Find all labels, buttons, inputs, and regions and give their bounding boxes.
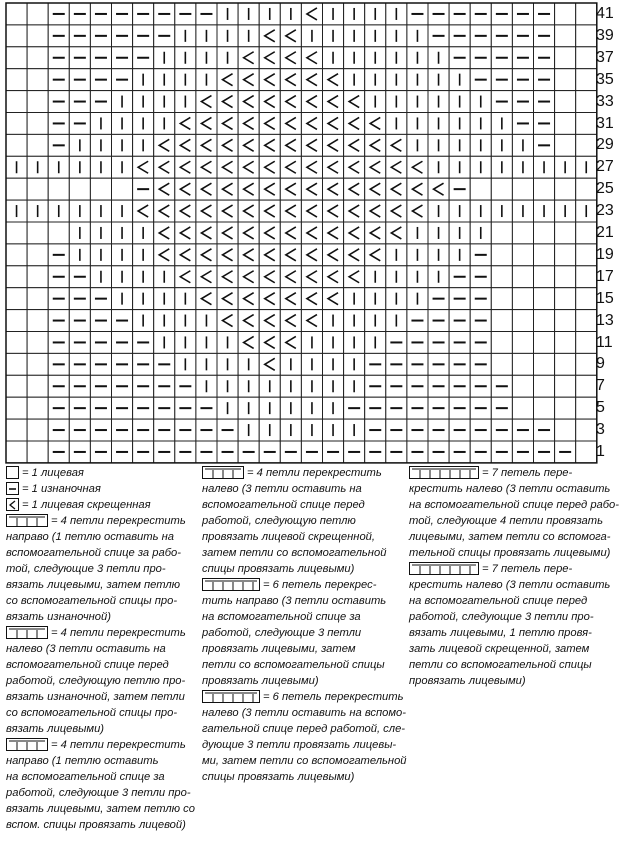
chart-cell: [323, 288, 344, 310]
chart-cell: [301, 244, 322, 266]
chart-cell: [238, 156, 259, 178]
chart-cell: [154, 222, 175, 244]
chart-cell: [323, 222, 344, 244]
chart-cell: [238, 69, 259, 91]
chart-cell: [175, 113, 196, 135]
cross-6-left-icon: [202, 690, 260, 703]
chart-cell: [491, 222, 512, 244]
chart-cell: [491, 332, 512, 354]
chart-cell: [238, 266, 259, 288]
chart-cell: [576, 47, 597, 69]
chart-cell: [365, 200, 386, 222]
chart-cell: [323, 69, 344, 91]
legend-text: = 4 петли перекрестить направо (1 петлю оставить на вспомогательной спице за рабо- той, следующие 3 петли про- вязать лицевыми, затем петлю со вспомогательной спицы про- вязать изнаночной): [6, 515, 186, 623]
chart-cell: [534, 222, 555, 244]
chart-cell: [576, 332, 597, 354]
chart-cell: [576, 134, 597, 156]
row-number: 3: [596, 421, 605, 439]
chart-cell: [280, 91, 301, 113]
chart-cell: [6, 178, 27, 200]
chart-cell: [27, 134, 48, 156]
chart-cell: [280, 244, 301, 266]
chart-cell: [259, 91, 280, 113]
chart-cell: [576, 397, 597, 419]
chart-cell: [512, 244, 533, 266]
chart-cell: [555, 113, 576, 135]
chart-cell: [555, 134, 576, 156]
chart-cell: [196, 200, 217, 222]
chart-cell: [301, 47, 322, 69]
chart-cell: [259, 69, 280, 91]
chart-cell: [344, 91, 365, 113]
chart-cell: [154, 156, 175, 178]
chart-cell: [323, 134, 344, 156]
chart-cell: [491, 266, 512, 288]
chart-cell: [238, 222, 259, 244]
chart-cell: [470, 178, 491, 200]
row-number: 41: [596, 5, 614, 22]
chart-cell: [6, 244, 27, 266]
chart-cell: [238, 200, 259, 222]
chart-cell: [386, 134, 407, 156]
legend-item: [6, 513, 202, 625]
chart-cell: [555, 222, 576, 244]
chart-cell: [301, 288, 322, 310]
legend-item: [202, 689, 407, 785]
chart-cell: [280, 332, 301, 354]
chart-cell: [323, 156, 344, 178]
chart-cell: [576, 310, 597, 332]
chart-cell: [301, 178, 322, 200]
chart-cell: [27, 310, 48, 332]
chart-cell: [196, 156, 217, 178]
chart-cell: [196, 244, 217, 266]
chart-cell: [301, 200, 322, 222]
chart-cell: [280, 266, 301, 288]
chart-cell: [48, 178, 69, 200]
chart-cell: [6, 419, 27, 441]
legend-text: = 6 петель перекрестить налево (3 петли оставить на вспомо- гательной спице перед работой, сле- дующие 3 петли провязать лицевы- ми, затем петли со вспомогательной спицы провязать лицевыми): [202, 691, 407, 783]
chart-cell: [576, 178, 597, 200]
chart-cell: [280, 113, 301, 135]
row-number: 15: [596, 289, 614, 307]
chart-cell: [27, 419, 48, 441]
chart-cell: [365, 222, 386, 244]
chart-cell: [27, 353, 48, 375]
chart-cell: [175, 222, 196, 244]
chart-cell: [238, 288, 259, 310]
chart-cell: [555, 178, 576, 200]
chart-cell: [217, 200, 238, 222]
chart-cell: [323, 91, 344, 113]
chart-cell: [280, 310, 301, 332]
chart-cell: [491, 288, 512, 310]
chart-cell: [534, 288, 555, 310]
chart-cell: [323, 200, 344, 222]
legend-text: = 1 изнаночная: [22, 483, 101, 495]
chart-cell: [280, 47, 301, 69]
chart-cell: [27, 244, 48, 266]
legend-item: [409, 465, 621, 561]
chart-cell: [6, 3, 27, 25]
chart-cell: [27, 47, 48, 69]
legend-text: = 4 петли перекрестить налево (3 петли оставить на вспомогательной спице перед работой, следующую петлю провязать лицевой скрещенной, затем петли со вспомогательной спицы провязать лицевыми): [202, 467, 387, 575]
chart-cell: [576, 222, 597, 244]
knit-icon: [6, 466, 19, 479]
chart-cell: [534, 178, 555, 200]
chart-cell: [238, 91, 259, 113]
chart-cell: [90, 178, 111, 200]
chart-cell: [6, 113, 27, 135]
chart-cell: [217, 113, 238, 135]
cross-4-right-purl-icon: [6, 514, 48, 527]
chart-cell: [280, 25, 301, 47]
chart-cell: [344, 178, 365, 200]
chart-cell: [512, 310, 533, 332]
chart-cell: [217, 222, 238, 244]
chart-cell: [576, 441, 597, 463]
cross-6-right-icon: [202, 578, 260, 591]
row-number: 33: [596, 92, 614, 110]
chart-cell: [259, 47, 280, 69]
chart-cell: [576, 244, 597, 266]
chart-cell: [491, 310, 512, 332]
chart-cell: [555, 25, 576, 47]
chart-cell: [27, 266, 48, 288]
chart-cell: [555, 69, 576, 91]
row-number: 17: [596, 267, 614, 285]
chart-cell: [280, 69, 301, 91]
chart-cell: [259, 200, 280, 222]
chart-cell: [534, 353, 555, 375]
legend-item: [6, 465, 202, 481]
chart-cell: [491, 178, 512, 200]
chart-cell: [259, 178, 280, 200]
legend-item: [6, 625, 202, 737]
chart-cell: [555, 353, 576, 375]
chart-cell: [196, 288, 217, 310]
chart-cell: [69, 178, 90, 200]
row-number: 29: [596, 136, 614, 154]
row-number: 39: [596, 26, 614, 44]
chart-cell: [323, 244, 344, 266]
chart-cell: [154, 244, 175, 266]
chart-cell: [407, 178, 428, 200]
chart-cell: [534, 332, 555, 354]
chart-cell: [27, 91, 48, 113]
chart-cell: [344, 222, 365, 244]
legend-item: [6, 497, 202, 513]
legend-text: = 1 лицевая скрещенная: [22, 499, 151, 511]
chart-cell: [301, 222, 322, 244]
chart-cell: [344, 113, 365, 135]
chart-cell: [6, 375, 27, 397]
chart-cell: [365, 113, 386, 135]
chart-cell: [365, 134, 386, 156]
chart-cell: [555, 332, 576, 354]
chart-cell: [280, 178, 301, 200]
chart-cell: [259, 353, 280, 375]
chart-cell: [6, 397, 27, 419]
chart-cell: [238, 332, 259, 354]
chart-cell: [301, 3, 322, 25]
legend-item: [409, 561, 621, 689]
chart-cell: [365, 178, 386, 200]
chart-cell: [27, 25, 48, 47]
chart-cell: [555, 288, 576, 310]
chart-cell: [576, 419, 597, 441]
chart-cell: [238, 178, 259, 200]
chart-cell: [512, 353, 533, 375]
row-number: 11: [596, 333, 613, 351]
legend-text: = 7 петель пере- крестить налево (3 петли оставить на вспомогательной спице перед работой, следующие 3 петли про- вязать лицевыми, 1 петлю провя- зать лицевой скрещенной, затем петли со вспомогательной спицы провязать лицевыми): [409, 563, 611, 687]
chart-cell: [175, 156, 196, 178]
chart-cell: [280, 288, 301, 310]
chart-cell: [259, 222, 280, 244]
row-number: 37: [596, 48, 614, 66]
chart-cell: [344, 156, 365, 178]
twisted-icon: [6, 498, 19, 511]
chart-cell: [175, 178, 196, 200]
chart-cell: [428, 178, 449, 200]
chart-cell: [133, 156, 154, 178]
cross-4-right-twisted-icon: [6, 738, 48, 751]
chart-cell: [196, 134, 217, 156]
chart-cell: [259, 244, 280, 266]
chart-cell: [386, 156, 407, 178]
chart-cell: [175, 266, 196, 288]
chart-cell: [555, 244, 576, 266]
chart-cell: [491, 353, 512, 375]
chart-cell: [27, 3, 48, 25]
chart-cell: [217, 134, 238, 156]
chart-cell: [217, 69, 238, 91]
chart-cell: [301, 113, 322, 135]
chart-cell: [154, 200, 175, 222]
chart-cell: [27, 332, 48, 354]
row-number: 31: [596, 114, 614, 132]
chart-cell: [6, 353, 27, 375]
legend-text: = 7 петель пере- крестить налево (3 петли оставить на вспомогательной спице перед рабо- той, следующие 4 петли провязать лицевыми, затем петли со вспомога- тельной спицы провязать лицевыми): [409, 467, 619, 559]
legend-column-2: [202, 465, 407, 785]
legend-text: = 1 лицевая: [22, 467, 84, 479]
chart-cell: [555, 91, 576, 113]
chart-cell: [534, 397, 555, 419]
row-number: 27: [596, 158, 614, 176]
chart-cell: [6, 25, 27, 47]
chart-cell: [534, 310, 555, 332]
chart-cell: [6, 47, 27, 69]
chart-cell: [259, 156, 280, 178]
row-number: 1: [596, 443, 605, 460]
chart-cell: [196, 266, 217, 288]
chart-cell: [238, 244, 259, 266]
purl-icon: [6, 482, 19, 495]
chart-cell: [175, 244, 196, 266]
chart-cell: [555, 397, 576, 419]
legend-item: [202, 577, 407, 689]
chart-cell: [259, 25, 280, 47]
chart-cell: [259, 266, 280, 288]
chart-cell: [6, 441, 27, 463]
chart-cell: [386, 222, 407, 244]
chart-cell: [555, 310, 576, 332]
chart-cell: [512, 222, 533, 244]
chart-cell: [555, 375, 576, 397]
chart-cell: [217, 310, 238, 332]
row-number: 5: [596, 399, 605, 417]
chart-cell: [6, 266, 27, 288]
chart-cell: [6, 69, 27, 91]
chart-cell: [154, 134, 175, 156]
chart-cell: [534, 375, 555, 397]
chart-cell: [323, 178, 344, 200]
row-number: 13: [596, 311, 614, 329]
legend-item: [6, 481, 202, 497]
legend-column-1: [6, 465, 202, 833]
chart-cell: [512, 375, 533, 397]
chart-cell: [259, 134, 280, 156]
chart-cell: [576, 3, 597, 25]
chart-cell: [365, 244, 386, 266]
chart-cell: [344, 200, 365, 222]
chart-cell: [555, 3, 576, 25]
chart-cell: [555, 47, 576, 69]
chart-cell: [576, 113, 597, 135]
chart-cell: [280, 134, 301, 156]
chart-cell: [27, 441, 48, 463]
chart-cell: [154, 178, 175, 200]
chart-cell: [6, 288, 27, 310]
chart-cell: [344, 134, 365, 156]
chart-cell: [323, 266, 344, 288]
row-number: 7: [596, 377, 605, 395]
row-number: 19: [596, 245, 614, 263]
chart-cell: [27, 178, 48, 200]
chart-cell: [576, 353, 597, 375]
row-number: 35: [596, 70, 614, 88]
chart-cell: [196, 222, 217, 244]
chart-cell: [217, 288, 238, 310]
chart-cell: [576, 25, 597, 47]
legend-text: = 4 петли перекрестить направо (1 петлю оставить на вспомогательной спице за работой, следующие 3 петли про- вязать лицевыми, затем петлю со вспом. спицы провязать лицевой): [6, 739, 195, 831]
chart-cell: [301, 310, 322, 332]
chart-cell: [407, 156, 428, 178]
chart-cell: [238, 113, 259, 135]
chart-cell: [555, 266, 576, 288]
chart-cell: [386, 200, 407, 222]
chart-cell: [576, 69, 597, 91]
chart-cell: [196, 178, 217, 200]
chart-cell: [512, 178, 533, 200]
chart-cell: [6, 222, 27, 244]
row-number: 9: [596, 355, 605, 373]
cross-7-left-twisted-icon: [409, 562, 479, 575]
chart-cell: [323, 113, 344, 135]
chart-cell: [175, 134, 196, 156]
chart-cell: [280, 156, 301, 178]
chart-cell: [217, 244, 238, 266]
chart-cell: [344, 244, 365, 266]
chart-cell: [238, 47, 259, 69]
chart-cell: [27, 375, 48, 397]
chart-cell: [6, 310, 27, 332]
chart-cell: [344, 266, 365, 288]
chart-cell: [576, 375, 597, 397]
chart-cell: [175, 200, 196, 222]
chart-cell: [555, 419, 576, 441]
chart-cell: [27, 222, 48, 244]
chart-cell: [196, 91, 217, 113]
legend-text: = 6 петель перекрес- тить направо (3 петли оставить на вспомогательной спице за работой, следующие 3 петли провязать лицевыми, затем петли со вспомогательной спицы провязать лицевыми): [202, 579, 387, 687]
chart-cell: [576, 91, 597, 113]
chart-cell: [217, 266, 238, 288]
chart-cell: [238, 134, 259, 156]
chart-cell: [576, 288, 597, 310]
chart-cell: [576, 266, 597, 288]
cross-4-left-purl-icon: [6, 626, 48, 639]
chart-cell: [301, 134, 322, 156]
chart-cell: [259, 332, 280, 354]
chart-cell: [217, 178, 238, 200]
row-number: 25: [596, 180, 614, 198]
chart-cell: [512, 288, 533, 310]
chart-cell: [112, 178, 133, 200]
chart-cell: [386, 178, 407, 200]
chart-cell: [365, 156, 386, 178]
chart-cell: [301, 266, 322, 288]
chart-cell: [259, 310, 280, 332]
chart-cell: [301, 156, 322, 178]
chart-cell: [6, 134, 27, 156]
legend-item: [6, 737, 202, 833]
chart-cell: [238, 310, 259, 332]
chart-cell: [217, 156, 238, 178]
chart-cell: [407, 200, 428, 222]
chart-cell: [280, 222, 301, 244]
chart-cell: [27, 397, 48, 419]
chart-cell: [27, 69, 48, 91]
legend-text: = 4 петли перекрестить налево (3 петли оставить на вспомогательной спице перед работой, следующую петлю про- вязать изнаночной, затем петли со вспомогательной спицы про- вязать лицевыми): [6, 627, 186, 735]
chart-cell: [6, 332, 27, 354]
cross-4-left-twisted-icon: [202, 466, 244, 479]
chart-cell: [280, 200, 301, 222]
chart-cell: [512, 266, 533, 288]
chart-cell: [512, 397, 533, 419]
chart-cell: [196, 113, 217, 135]
chart-cell: [301, 91, 322, 113]
row-number: 21: [596, 224, 614, 241]
cross-7-left-icon: [409, 466, 479, 479]
chart-cell: [534, 244, 555, 266]
chart-cell: [259, 288, 280, 310]
chart-cell: [48, 222, 69, 244]
chart-cell: [27, 113, 48, 135]
chart-cell: [27, 288, 48, 310]
chart-cell: [512, 332, 533, 354]
chart-cell: [259, 113, 280, 135]
chart-cell: [534, 266, 555, 288]
chart-cell: [301, 69, 322, 91]
chart-cell: [491, 244, 512, 266]
chart-cell: [217, 91, 238, 113]
legend-item: [202, 465, 407, 577]
chart-cell: [133, 200, 154, 222]
legend-column-3: [409, 465, 621, 689]
row-number: 23: [596, 202, 614, 220]
chart-cell: [6, 91, 27, 113]
